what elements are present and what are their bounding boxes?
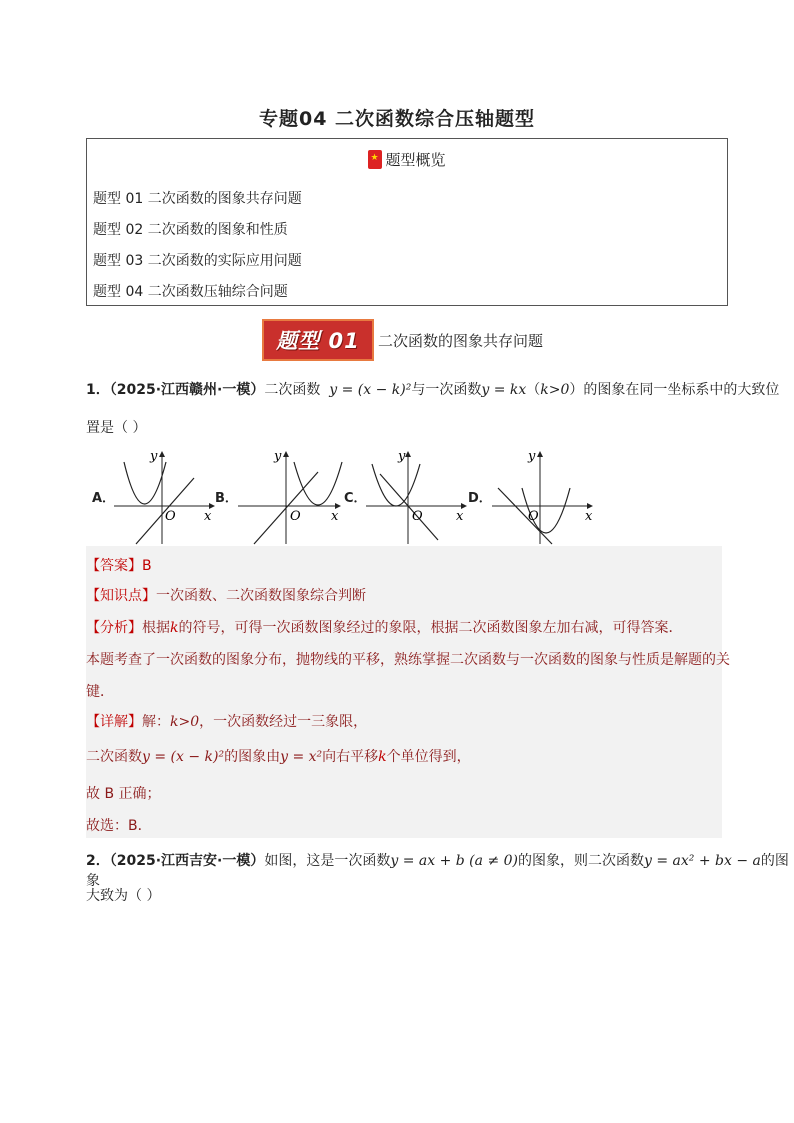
q2-text-b: 的图象，则二次函数 <box>518 853 644 869</box>
x-label: x <box>456 509 464 524</box>
question-1-source: （2025·江西赣州·一模） <box>109 382 265 398</box>
origin-label: O <box>165 509 176 524</box>
origin-label: O <box>290 509 301 524</box>
detail-condition: k>0 <box>170 714 200 730</box>
section-badge: 题型 01 <box>262 319 374 361</box>
detail2-text-a: 二次函数 <box>86 749 142 765</box>
overview-heading-text: 题型概览 <box>385 151 446 169</box>
option-c-graph[interactable] <box>362 448 472 546</box>
detail-line-1 <box>86 711 367 731</box>
option-b-graph[interactable] <box>234 448 346 546</box>
question-2-line-2: 大致为（ ） <box>86 888 161 904</box>
overview-item-4[interactable]: 题型 04 二次函数压轴综合问题 <box>93 284 288 300</box>
q2-formula-2: y = ax² + bx − a <box>644 853 761 869</box>
overview-box <box>86 138 728 306</box>
option-d-label[interactable]: D． <box>468 491 492 506</box>
q1-formula-1: y = (x − k)² <box>329 382 412 398</box>
detail2-text-b: 的图象由 <box>224 749 281 765</box>
question-1-number: 1． <box>86 382 110 398</box>
overview-heading <box>87 149 727 170</box>
detail2-text-c: 向右平移 <box>322 749 379 765</box>
detail-text-b: ，一次函数经过一三象限， <box>199 714 368 730</box>
summary-line-2: 键． <box>86 684 114 700</box>
y-label: y <box>150 449 158 464</box>
section-title: 二次函数的图象共存问题 <box>378 331 544 350</box>
detail2-formula-1: y = (x − k)² <box>142 749 225 765</box>
q2-text-c: 的图象 <box>86 853 789 889</box>
option-c-label[interactable]: C． <box>344 491 367 506</box>
q2-text-a: 如图，这是一次函数 <box>264 853 391 869</box>
line-graph <box>380 474 438 540</box>
q1-text-b: 与一次函数 <box>411 382 482 398</box>
line-graph <box>498 488 552 544</box>
analysis-line <box>86 617 682 637</box>
detail-label: 【详解】 <box>86 714 142 730</box>
option-a-label[interactable]: A． <box>92 491 116 506</box>
overview-item-1[interactable]: 题型 01 二次函数的图象共存问题 <box>93 191 302 207</box>
x-label: x <box>204 509 212 524</box>
book-icon <box>368 150 382 169</box>
summary-line-1: 本题考查了一次函数的图象分布，抛物线的平移，熟练掌握二次函数与一次函数的图象与性质是解题的关 <box>86 652 730 668</box>
option-d-graph[interactable] <box>488 448 598 546</box>
y-label: y <box>528 449 536 464</box>
detail-line-4: 故选：B． <box>86 818 152 834</box>
q1-text-c: （ <box>526 382 541 398</box>
answer-line <box>86 555 152 575</box>
analysis-text-b: 的符号，可得一次函数图象经过的象限，根据二次函数图象左加右减，可得答案． <box>178 620 683 636</box>
analysis-text-a: 根据 <box>142 620 170 636</box>
document-title: 专题04 二次函数综合压轴题型 <box>258 108 536 130</box>
knowledge-label: 【知识点】 <box>86 588 156 604</box>
x-label: x <box>331 509 339 524</box>
q1-text-d: ）的图象在同一坐标系中的大致位 <box>569 382 780 398</box>
question-2-line-1 <box>86 851 794 891</box>
detail2-formula-2: y = x² <box>280 749 323 765</box>
section-banner <box>262 319 543 361</box>
option-b-label[interactable]: B． <box>215 491 238 506</box>
parabola <box>372 464 420 506</box>
detail2-text-d: 个单位得到， <box>386 749 471 765</box>
parabola <box>124 462 166 504</box>
answer-value: B <box>142 558 152 574</box>
question-1-line-1 <box>86 380 779 400</box>
knowledge-line <box>86 585 366 605</box>
q1-formula-2: y = kx <box>481 382 527 398</box>
detail2-k: k <box>378 749 387 765</box>
analysis-label: 【分析】 <box>86 620 142 636</box>
question-1-line-2: 置是（ ） <box>86 420 147 436</box>
origin-label: O <box>412 509 423 524</box>
detail-line-3: 故 B 正确； <box>86 786 161 802</box>
q1-condition: k>0 <box>540 382 570 398</box>
question-2-source: （2025·江西吉安·一模） <box>109 853 265 869</box>
y-label: y <box>398 449 406 464</box>
detail-line-2 <box>86 746 471 766</box>
origin-label: O <box>528 509 539 524</box>
q1-text-a: 二次函数 <box>264 382 321 398</box>
overview-item-2[interactable]: 题型 02 二次函数的图象和性质 <box>93 222 288 238</box>
option-a-graph[interactable] <box>110 448 220 546</box>
analysis-k: k <box>170 620 179 636</box>
answer-label: 【答案】 <box>86 558 142 574</box>
y-label: y <box>274 449 282 464</box>
question-2-number: 2． <box>86 853 110 869</box>
q2-formula-1: y = ax + b (a ≠ 0) <box>390 853 518 869</box>
detail-text-a: 解： <box>142 714 170 730</box>
knowledge-text: 一次函数、二次函数图象综合判断 <box>156 588 366 604</box>
overview-item-3[interactable]: 题型 03 二次函数的实际应用问题 <box>93 253 302 269</box>
x-label: x <box>585 509 593 524</box>
parabola <box>294 462 342 505</box>
